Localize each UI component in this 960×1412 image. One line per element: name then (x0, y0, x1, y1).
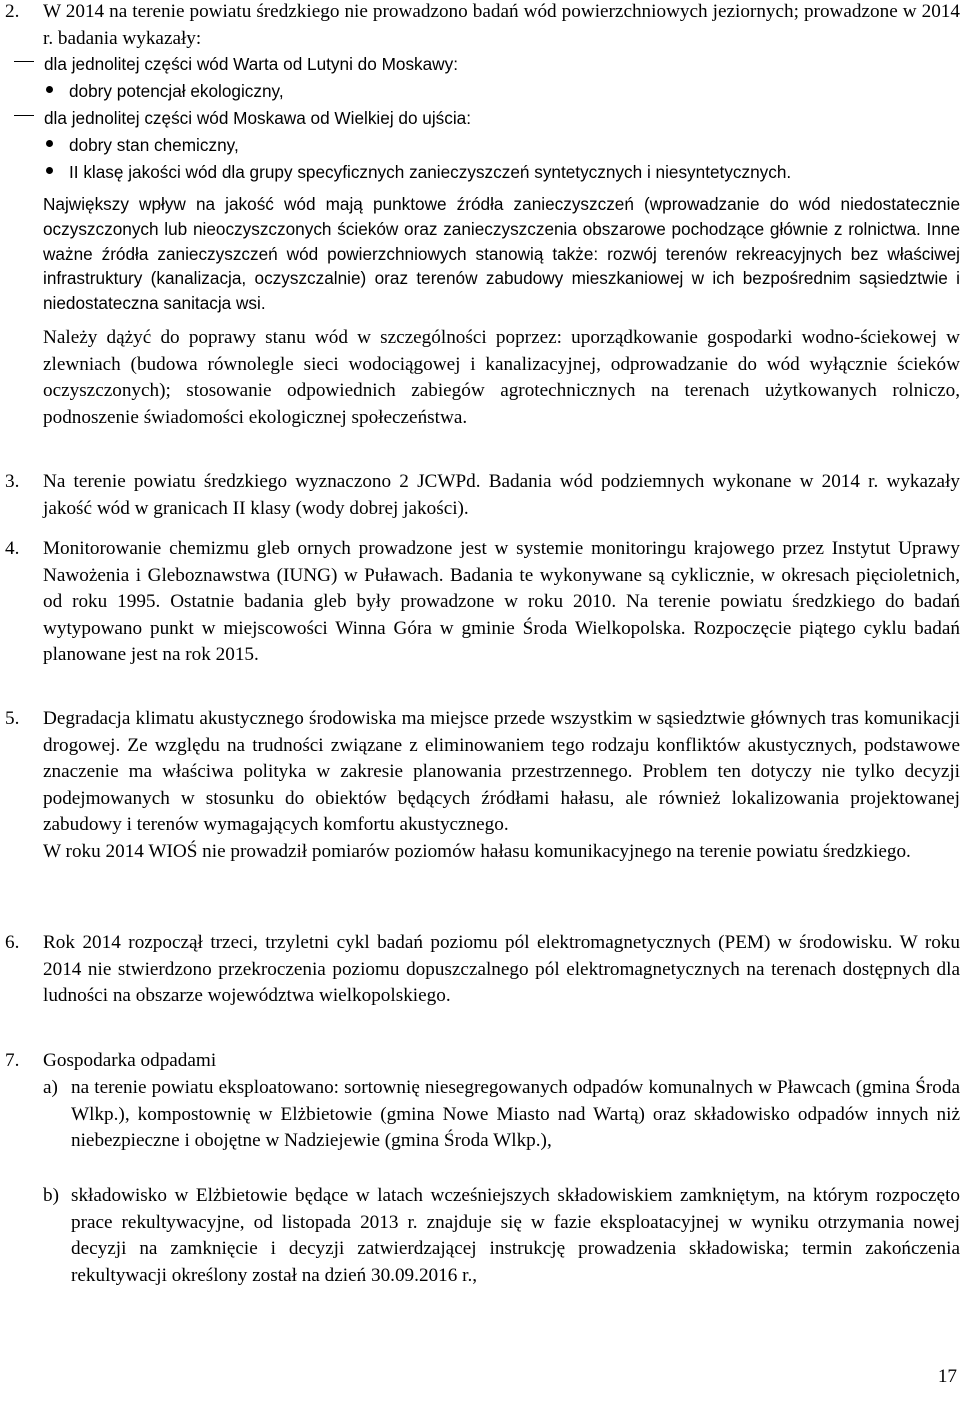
item-intro: W 2014 na terenie powiatu średzkiego nie prowadzono badań wód powierzchniowych jeziornych; prowadzone w 2014 r. badania wykazały: (43, 1, 960, 49)
item-number: 5. (5, 708, 20, 729)
bullet-icon (46, 86, 53, 93)
list-item-2 (0, 0, 960, 52)
sub-item-b: b) składowisko w Elżbietowie będące w latach wcześniejszych składowiskiem zamkniętym, na którym rozpoczęto prace rekultywacyjne, od listopada 2013 r. znajduje się w fazie eksploatacyjnej w wyniku otrzymania nowej decyzji na zamknięcie i decyzji zatwierdzającej instrukcję prowadzenia składowiska; termin zakończenia rekultywacji określony został na dzień 30.09.2016 r., (43, 1185, 960, 1286)
list-item-4: 4. Monitorowanie chemizmu gleb ornych prowadzone jest w systemie monitoringu krajowego przez Instytut Uprawy Nawożenia i Gleboznawstwa (IUNG) w Puławach. Badania te wykonywane są cyklicznie, w okresach pięcioletnich, od roku 1995. Ostatnie badania gleb były prowadzone w roku 2010. Na terenie powiatu średzkiego do badań wytypowano punkt w miejscowości Winna Góra w gminie Środa Wielkopolska. Rozpoczęcie piątego cyklu badań planowane jest na rok 2015. (5, 538, 960, 666)
item-number: 4. (5, 538, 20, 559)
bullet-item: dobry stan chemiczny, (14, 132, 931, 159)
section-title: Gospodarka odpadami (43, 1050, 217, 1071)
dash-icon (14, 115, 34, 116)
sub-item-warta: dla jednolitej części wód Warta od Lutyni do Moskawy: (14, 51, 931, 78)
list-item-6: 6. Rok 2014 rozpoczął trzeci, trzyletni cykl badań poziomu pól elektromagnetycznych (PEM) w środowisku. W roku 2014 nie stwierdzono przekroczenia poziomu dopuszczalnego pól elektromagnetycznych na terenach dostępnych dla ludności na obszarze województwa wielkopolskiego. (5, 932, 960, 1007)
item-5-note: W roku 2014 WIOŚ nie prowadził pomiarów poziomów hałasu komunikacyjnego na terenie powiatu średzkiego. (43, 840, 911, 862)
bullet-item: II klasę jakości wód dla grupy specyficznych zanieczyszczeń syntetycznych i niesyntetycznych. (14, 159, 931, 186)
dash-icon (14, 61, 34, 62)
item-number: 7. (5, 1050, 20, 1071)
item-number: 2. (5, 1, 20, 22)
bullet-icon (46, 140, 53, 147)
paragraph-recommendations: Należy dążyć do poprawy stanu wód w szczególności poprzez: uporządkowanie gospodarki wodno-ściekowej w zlewniach (budowa równolegle sieci wodociągowej i kanalizacyjnej, odprowadzanie do wód wyłącznie ścieków oczyszczonych); stosowanie odpowiednich zabiegów agrotechnicznych na terenach użytkowanych rolniczo, podnoszenie świadomości ekologicznej społeczeństwa. (43, 327, 960, 428)
bullet-icon (46, 167, 53, 174)
list-item-5: 5. Degradacja klimatu akustycznego środowiska ma miejsce przede wszystkim w sąsiedztwie głównych tras komunikacji drogowej. Ze względu na trudności związane z eliminowaniem tego rodzaju konfliktów akustycznych, podstawowe znaczenie ma właściwa polityka w zakresie planowania przestrzennego. Problem ten dotyczy nie tylko decyzji podejmowanych w stosunku do obiektów będących źródłami hałasu, ale również lokalizowania projektowanej zabudowy i terenów wymagających komfortu akustycznego. W roku 2014 WIOŚ nie prowadził pomiarów poziomów hałasu komunikacyjnego na terenie powiatu średzkiego. (0, 706, 960, 866)
sub-item-moskawa: dla jednolitej części wód Moskawa od Wielkiej do ujścia: (14, 105, 931, 132)
item-number: 3. (5, 471, 20, 492)
list-item-7 (0, 1048, 960, 1075)
bullet-item: dobry potencjał ekologiczny, (14, 78, 931, 105)
list-item-3: 3. Na terenie powiatu średzkiego wyznaczono 2 JCWPd. Badania wód podziemnych wykonane w 2014 r. wykazały jakość wód w granicach II klasy (wody dobrej jakości). (5, 471, 960, 519)
page-number: 17 (937, 1366, 957, 1387)
sub-item-a: a) na terenie powiatu eksploatowano: sortownię niesegregowanych odpadów komunalnych w Pławcach (gmina Środa Wlkp.), kompostownię w Elżbietowie (gmina Nowe Miasto nad Wartą) oraz składowisko odpadów innych niż niebezpieczne i obojętne w Nadziejewie (gmina Środa Wlkp.), (43, 1077, 960, 1152)
paragraph-pollution-sources: Największy wpływ na jakość wód mają punktowe źródła zanieczyszczeń (wprowadzanie do wód niedostatecznie oczyszczonych lub nieoczyszczonych ścieków oraz zanieczyszczenia obszarowe pochodzące głównie z rolnictwa. Inne ważne źródła zanieczyszczeń wód powierzchniowych stanowią także: rozwój terenów rekreacyjnych bez właściwej infrastruktury (kanalizacja, oczyszczalnie) oraz terenów zabudowy mieszkaniowej w ich bezpośrednim sąsiedztwie i niedostateczna sanitacja wsi. (43, 194, 960, 314)
item-number: 6. (5, 932, 20, 953)
